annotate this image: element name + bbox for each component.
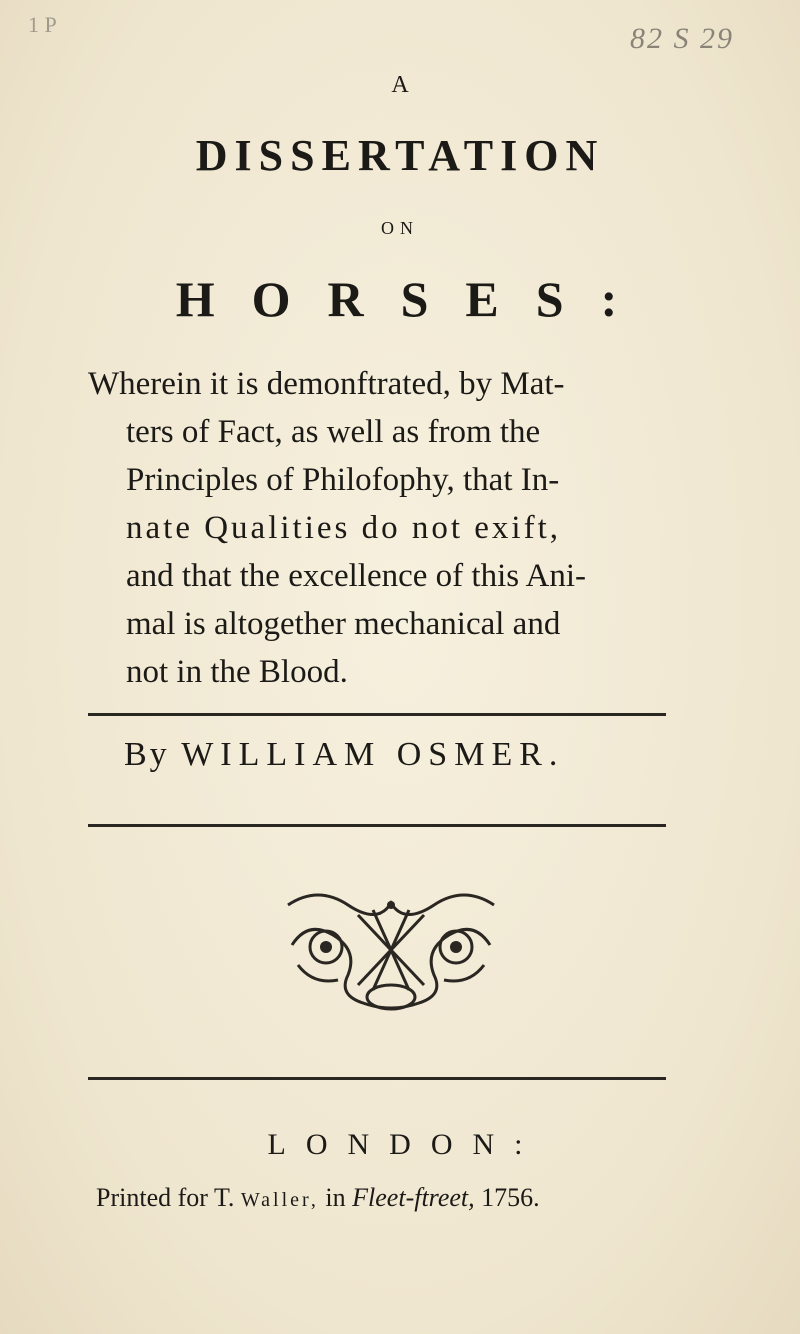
shelfmark-annotation: 82 S 29	[630, 22, 734, 55]
description-line: ters of Fact, as well as from the	[126, 414, 541, 450]
article-a: A	[391, 72, 409, 98]
author-prefix: By	[124, 736, 170, 773]
top-left-ink-mark: 1 P	[28, 12, 57, 37]
main-title: DISSERTATION	[195, 131, 605, 180]
imprint-printer: Waller,	[240, 1189, 319, 1211]
description-line: nate Qualities do not exift,	[126, 510, 561, 546]
divider-rule	[88, 1077, 666, 1080]
description-line: Wherein it is demonftrated, by Mat-	[88, 366, 565, 402]
subject-title: HORSES:	[175, 271, 655, 327]
description-line: Principles of Philofophy, that In-	[126, 462, 560, 498]
imprint-line	[96, 1183, 540, 1213]
divider-rule	[88, 713, 666, 716]
divider-rule	[88, 824, 666, 827]
description-line: not in the Blood.	[126, 654, 348, 690]
imprint-year: 1756.	[481, 1183, 540, 1212]
imprint-in: in	[325, 1183, 346, 1212]
printers-ornament-icon	[278, 885, 504, 1015]
author-line	[124, 736, 564, 774]
title-on: ON	[381, 218, 419, 238]
description-line: mal is altogether mechanical and	[126, 606, 561, 642]
place-of-publication: LONDON:	[267, 1128, 543, 1161]
description-line: and that the excellence of this Ani-	[126, 558, 587, 594]
imprint-printed-for: Printed for T.	[96, 1183, 235, 1212]
author-name: WILLIAM OSMER.	[181, 736, 565, 773]
imprint-street: Fleet-ftreet,	[352, 1183, 475, 1212]
subtitle-description	[88, 360, 678, 696]
